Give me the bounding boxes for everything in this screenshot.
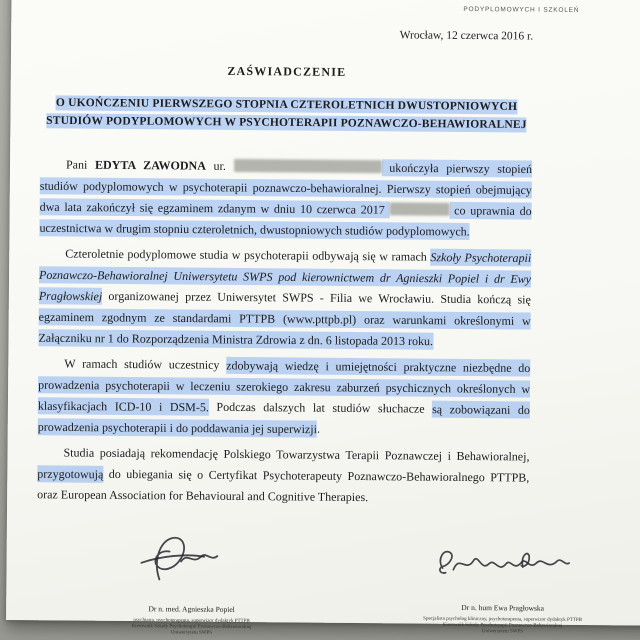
redacted-region — [389, 202, 449, 216]
paragraph-1: Pani EDYTA ZAWODNA ur. ukończyła pierwszy stopień studiów podyplomowych w psychoterapii poznawczo-behawioralnej. Pierwszy stopień obejmujący dwa lata zakończył się egzaminem zdanym w dniu 10 czerwca 2017 co uprawnia do uczestnictwa w drugim stopniu czteroletnich, dwustopniowych studiów podyplomowych. — [39, 157, 533, 239]
signature-right-column — [347, 530, 640, 640]
signer-title-line: Kierownik Szkoły Psychoterapii Poznawczo-Behawioralnej — [442, 622, 563, 630]
paragraph-4: Studia posiadają rekomendację Polskiego Towarzystwa Terapii Poznawczej i Behawioralnej, przygotowują do ubiegania się o Certyfikat Psychoterapeuty Poznawczo-Behawioralnego PTTPB, oraz European Association for Behavioural and Cognitive Therapies. — [37, 445, 530, 505]
document-title: ZAŚWIADCZENIE — [227, 63, 347, 79]
signature-block — [36, 527, 640, 640]
letterhead-fragment: PODYPLOMOWYCH I SZKOLEŃ — [463, 5, 580, 14]
signer-title-line: Specjalista psycholog kliniczny, psychoterapeuta, superwizor dydaktyk PTTPB — [423, 616, 582, 623]
document-subtitle — [40, 93, 532, 133]
redacted-region — [234, 159, 382, 173]
signer-title-line: Kierownik Szkoły Psychoterapii Poznawczo-Behawioralnej — [131, 624, 252, 631]
signer-title-line: Uniwersytetu SWPS — [170, 630, 213, 637]
paragraph-2: Czteroletnie podyplomowe studia w psychoterapii odbywają się w ramach Szkoły Psychoterapii Poznawczo-Behawioralnej Uniwersytetu SWPS pod kierownictwem dr Agnieszki Popiel i dr Ewy Pragłowskiej organizowanej przez Uniwersytet SWPS - Filia we Wrocławiu. Studia kończą się egzaminem zgodnym ze standardami PTTPB (www.pttpb.pl) oraz warunkami określonymi w Załączniku nr 1 do Rozporządzenia Ministra Zdrowia z dn. 6 listopada 2013 roku. — [38, 246, 532, 348]
signer-name-right: Dr n. hum Ewa Pragłowska — [461, 602, 545, 613]
subtitle-line-1: O UKOŃCZENIU PIERWSZEGO STOPNIA CZTEROLETNICH DWUSTOPNIOWYCH — [55, 96, 518, 113]
signer-titles-left — [36, 617, 347, 638]
document-page — [6, 0, 640, 637]
subtitle-line-2: STUDIÓW PODYPLOMOWYCH W PSYCHOTERAPII POZNAWCZO-BEHAWIORALNEJ — [46, 114, 527, 131]
signer-titles-right — [347, 616, 640, 637]
paragraph-3: W ramach studiów uczestnicy zdobywają wiedzę i umiejętności praktyczne niezbędne do prowadzenia psychoterapii w leczeniu szerokiego zakresu zaburzeń psychicznych określonych w klasyfikacjach ICD-10 i DSM-5. Podczas dalszych lat studiów słuchacze są zobowiązani do prowadzenia psychoterapii i do poddawania jej superwizji. — [37, 356, 531, 436]
document-content — [6, 0, 640, 640]
dateline: Wrocław, 12 czerwca 2016 r. — [399, 29, 534, 43]
signer-title-line: psychiatra, psychoterapeuta, superwizor dydaktyk PTTPB — [133, 618, 250, 625]
signature-left-column — [36, 527, 348, 638]
signer-title-line: Uniwersytetu SWPS — [481, 629, 524, 635]
signature-praglowska-handwriting — [428, 539, 578, 594]
signature-popiel-handwriting — [132, 528, 253, 595]
signer-name-left: Dr n. med. Agnieszka Popiel — [148, 604, 235, 614]
